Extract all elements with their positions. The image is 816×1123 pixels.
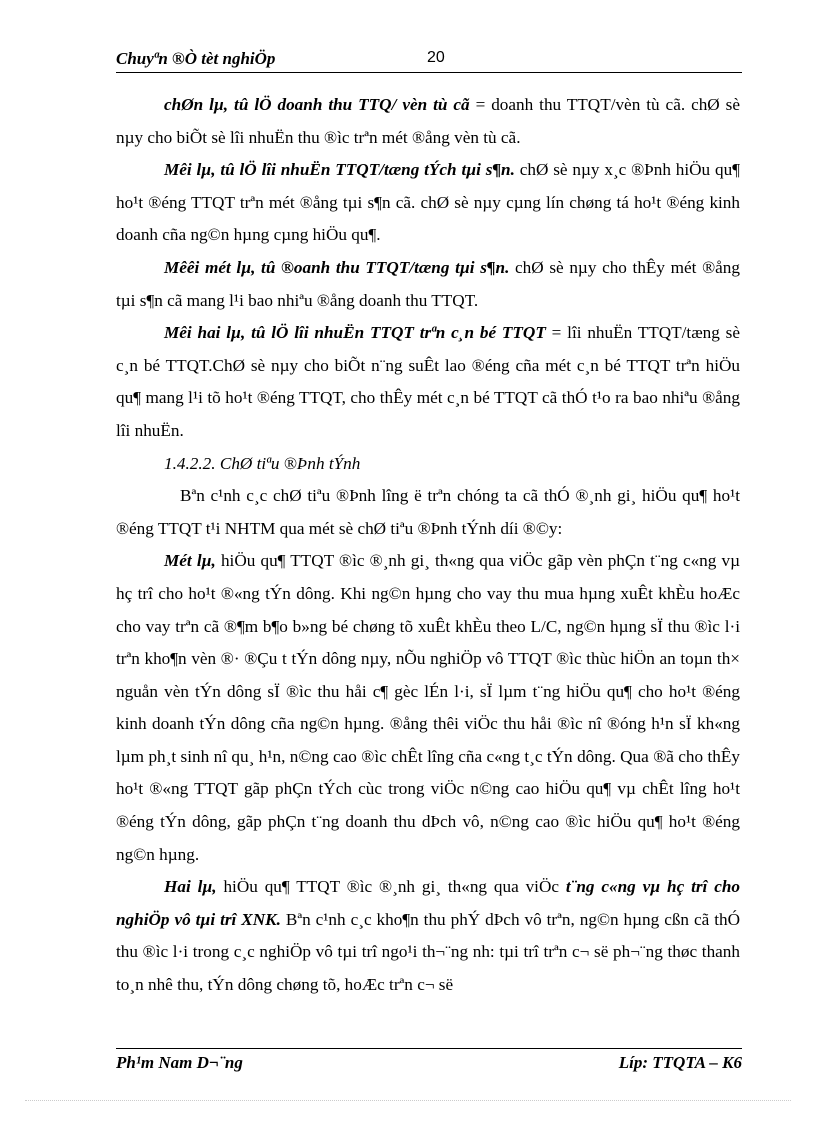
paragraph-text: chØ sè nµy cho thÊy mét ®ång tµi s¶n cã mang l¹i bao nhiªu ®ång doanh thu TTQT. — [116, 257, 740, 310]
paragraph-lead: Hai lµ, — [164, 877, 217, 897]
page-footer — [116, 1048, 742, 1075]
paragraph-text: hiÖu qu¶ TTQT ®ìc ®¸nh gi¸ th«ng qua viÖc gãp vèn phÇn t¨ng c«ng vµ hç trî cho ho¹t ®«ng tÝn dông. Khi ng©n hµng cho vay thu mua hµng xuÊt khÈu hoÆc cho vay trªn cã ®¶m b¶o b»ng bé chøng tõ xuÊt khÈu theo L/C, ng©n hµng sÏ thu ®ìc l·i trªn kho¶n vèn ®· ®Çu t tÝn dông nµy, nÕu nghiÖp vô TTQT ®ìc thùc hiÖn an toµn th× nguån vèn tÝn dông sÏ ®ìc thu håi c¶ gèc lÉn l·i, sÏ lµm t¨ng hiÖu qu¶ cho ho¹t ®éng kinh doanh tÝn dông cña ng©n hµng. ®ång thêi viÖc thu håi ®ìc nî ®óng h¹n sÏ kh«ng lµm ph¸t sinh nî qu¸ h¹n, n©ng cao ®ìc chÊt lîng cña c«ng t¸c tÝn dông. Qua ®ã cho thÊy ho¹t ®«ng TTQT gãp phÇn tÝch cùc trong viÖc n©ng cao hiÖu qu¶ vµ chÊt lîng ho¹t ®éng tÝn dông, gãp phÇn t¨ng doanh thu dÞch vô, n©ng cao ®ìc hiÖu qu¶ ho¹t ®éng ng©n hµng. — [116, 551, 740, 864]
paragraph-text: chØ sè nµy x¸c ®Þnh hiÖu qu¶ ho¹t ®éng TTQT trªn mét ®ång tµi s¶n cã. chØ sè nµy cµng lín chøng tá ho¹t ®éng kinh doanh cña ng©n hµng cµng hiÖu qu¶. — [116, 160, 740, 245]
paragraph-text: Bªn c¹nh c¸c chØ tiªu ®Þnh lîng ë trªn chóng ta cã thÓ ®¸nh gi¸ hiÖu qu¶ ho¹t ®éng TTQT t¹i NHTM qua mét sè chØ tiªu ®Þnh tÝnh díi ®©y: — [116, 486, 740, 538]
paragraph-ratio-revenue-equity — [116, 89, 740, 154]
paragraph-lead: Mêêi mét lµ, tû ®oanh thu TTQT/tæng tµi s¶n. — [164, 257, 510, 277]
paragraph-text: = lîi nhuËn TTQT/tæng sè c¸n bé TTQT.ChØ sè nµy cho biÕt n¨ng suÊt lao ®éng cña mét c¸n bé TTQT trªn hiÖu qu¶ mang l¹i tõ ho¹t ®éng TTQT, cho thÊy mét c¸n bé TTQT cã thÓ t¹o ra bao nhiªu ®ång lîi nhuËn. — [116, 323, 740, 440]
paragraph-lead: Mêi hai lµ, tû lÖ lîi nhuËn TTQT trªn c¸n bé TTQT — [164, 323, 546, 343]
paragraph-lead: Mét lµ, — [164, 551, 216, 571]
paragraph-emphasis: t¨ng c«ng vµ hç trî cho nghiÖp vô tµi trî XNK. — [116, 877, 740, 929]
document-title: Chuyªn ®Ò tèt nghiÖp — [116, 49, 276, 68]
page-bottom-divider — [25, 1100, 791, 1101]
page-header — [116, 48, 742, 73]
paragraph-text: hiÖu qu¶ TTQT ®ìc ®¸nh gi¸ th«ng qua viÖc — [216, 877, 566, 897]
paragraph-lead: chØn lµ, tû lÖ doanh thu TTQ/ vèn tù cã — [164, 95, 470, 114]
paragraph-qualitative-intro — [116, 480, 740, 545]
paragraph-qualitative-one — [116, 545, 740, 871]
document-body — [116, 89, 740, 1002]
paragraph-qualitative-two — [116, 871, 740, 1001]
paragraph-ratio-revenue-assets — [116, 252, 740, 317]
section-heading: 1.4.2.2. ChØ tiªu ®Þnh tÝnh — [164, 453, 361, 473]
paragraph-ratio-profit-assets — [116, 154, 740, 252]
paragraph-lead: Mêi lµ, tû lÖ lîi nhuËn TTQT/tæng tÝch tµi s¶n. — [164, 160, 515, 180]
paragraph-text: Bªn c¹nh c¸c kho¶n thu phÝ dÞch vô trªn, ng©n hµng cßn cã thÓ thu ®ìc l·i trong c¸c nghiÖp vô tµi trî ngo¹i th¬¨ng nh: tµi trî trªn c¬ së ph¬¨ng thøc thanh to¸n nhê thu, tÝn dông chøng tõ, hoÆc trªn c¬ së — [116, 909, 740, 995]
page-number: 20 — [427, 49, 445, 66]
author-name: Ph¹m Nam D¬¨ng — [116, 1053, 243, 1072]
class-label: Líp: TTQTA – K6 — [618, 1053, 742, 1072]
paragraph-text: = doanh thu TTQT/vèn tù cã. chØ sè nµy cho biÕt sè lîi nhuËn thu ®ìc trªn mét ®ång vèn tù cã. — [116, 95, 740, 147]
paragraph-ratio-profit-staff — [116, 317, 740, 447]
